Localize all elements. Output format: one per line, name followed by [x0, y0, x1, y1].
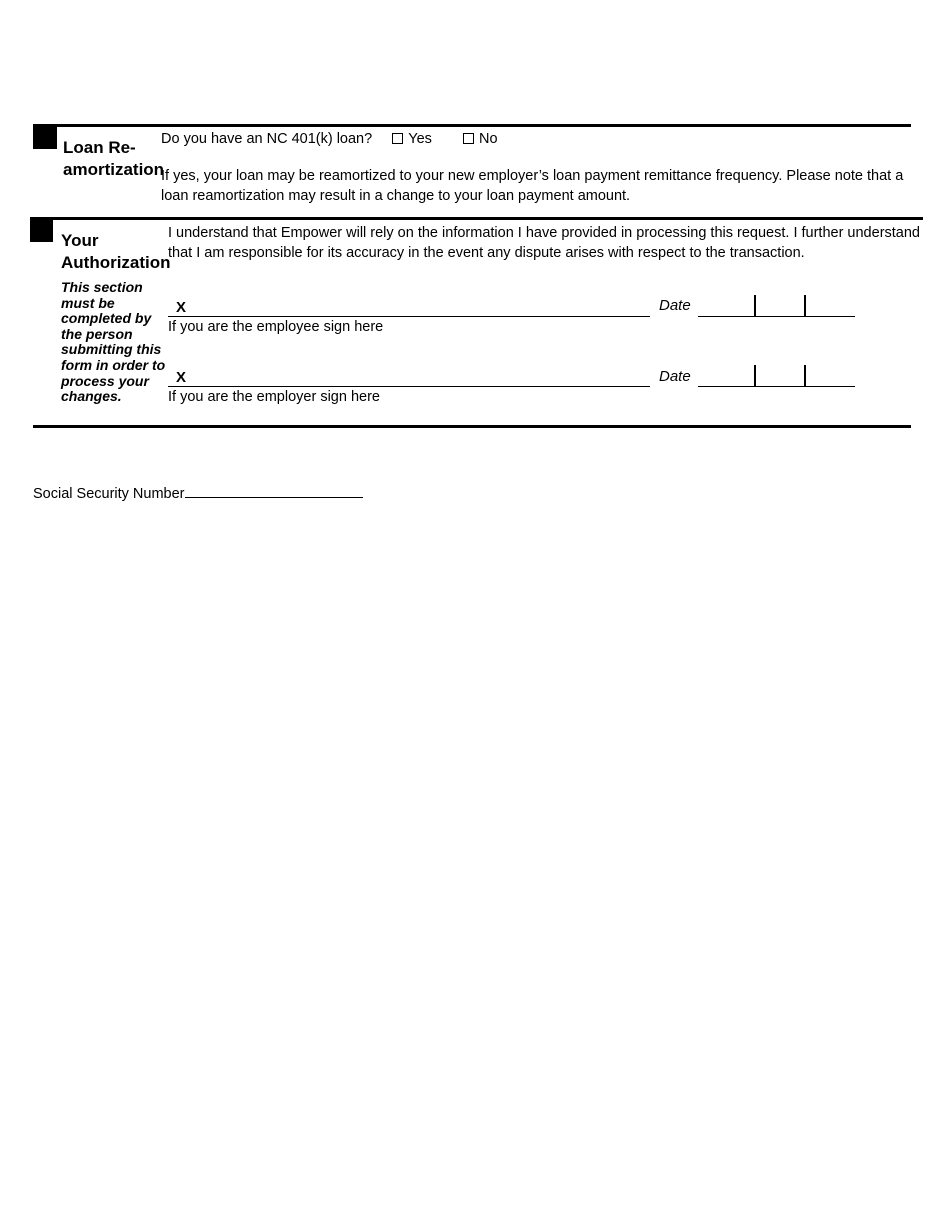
note-line: submitting this: [61, 341, 162, 358]
loan-yes-label: Yes: [408, 131, 432, 147]
authorization-heading-line1: Your: [61, 231, 99, 250]
employer-date-day[interactable]: [756, 386, 805, 387]
employee-signature-x: X: [176, 299, 187, 316]
employer-signature-caption: If you are the employer sign here: [168, 389, 380, 405]
note-line: must be: [61, 294, 115, 311]
note-line: changes.: [61, 388, 122, 405]
loan-heading-line1: Loan Re-: [63, 138, 136, 157]
employee-date-day[interactable]: [756, 316, 805, 317]
employee-signature-caption: If you are the employee sign here: [168, 319, 384, 335]
loan-yes-option[interactable]: [392, 131, 432, 147]
employee-signature-line[interactable]: [168, 316, 650, 317]
employer-date-year[interactable]: [806, 386, 855, 387]
employer-date-divider: [804, 365, 806, 387]
note-line: form in order to: [61, 356, 166, 373]
employee-date-divider: [804, 295, 806, 317]
employer-signature-line[interactable]: [168, 386, 650, 387]
employer-date-divider: [754, 365, 756, 387]
note-line: process your: [61, 372, 149, 389]
employee-date-divider: [754, 295, 756, 317]
authorization-statement-line1: I understand that Empower will rely on the information I have provided in processing this request. I further understand: [168, 225, 920, 241]
note-line: the person: [61, 325, 133, 342]
ssn-input-line[interactable]: [185, 483, 363, 498]
authorization-statement: [168, 223, 920, 263]
loan-explanation-line1: If yes, your loan may be reamortized to your new employer’s loan payment remittance frequency. Please note that a: [161, 168, 904, 184]
loan-section-marker: [33, 124, 57, 149]
ssn-label: Social Security Number: [33, 486, 185, 502]
employee-date-label: Date: [659, 297, 691, 314]
loan-no-label: No: [479, 131, 498, 147]
note-line: completed by: [61, 310, 152, 327]
loan-no-checkbox[interactable]: [463, 133, 474, 144]
authorization-bottom-rule: [33, 425, 911, 428]
employer-date-month[interactable]: [698, 386, 755, 387]
employer-date-label: Date: [659, 368, 691, 385]
loan-question-text: Do you have an NC 401(k) loan?: [161, 131, 373, 147]
ssn-field: [33, 483, 363, 504]
loan-section-heading: [63, 137, 164, 181]
employee-date-year[interactable]: [806, 316, 855, 317]
loan-heading-line2: amortization: [63, 160, 165, 179]
loan-explanation: [161, 166, 911, 206]
authorization-top-rule: [30, 217, 923, 220]
authorization-heading: [61, 230, 171, 274]
authorization-note: [61, 280, 173, 405]
employee-date-month[interactable]: [698, 316, 755, 317]
authorization-heading-line2: Authorization: [61, 253, 171, 272]
loan-yes-checkbox[interactable]: [392, 133, 403, 144]
authorization-marker: [30, 217, 53, 242]
employer-signature-x: X: [176, 369, 187, 386]
loan-question: [161, 129, 432, 149]
loan-explanation-line2: loan reamortization may result in a change to your loan payment amount.: [161, 188, 631, 204]
authorization-statement-line2: that I am responsible for its accuracy in the event any dispute arises with respect to the transaction.: [168, 245, 805, 261]
loan-section-top-rule: [33, 124, 911, 127]
loan-no-option[interactable]: [463, 129, 498, 149]
note-line: This section: [61, 279, 143, 295]
